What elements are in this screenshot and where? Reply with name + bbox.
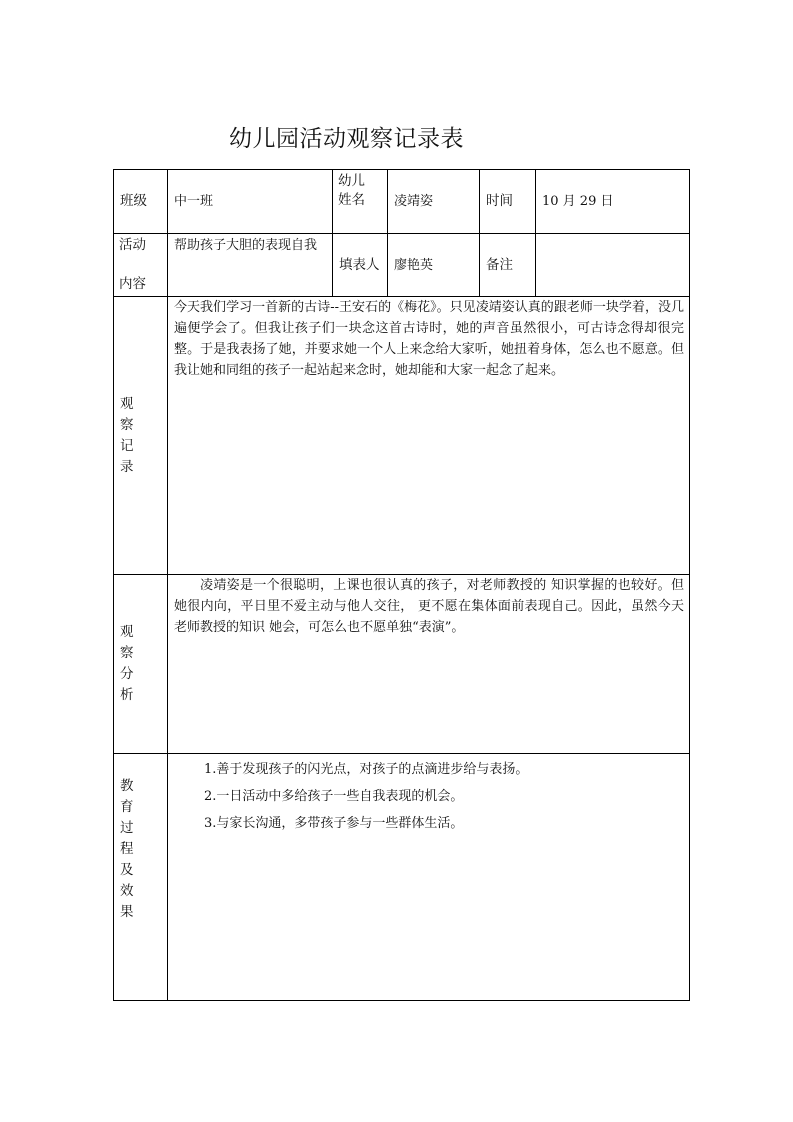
page-title: 幼儿园活动观察记录表 (229, 126, 464, 152)
observation-analysis-label (114, 575, 168, 754)
label-char: 观 (120, 395, 134, 412)
observation-analysis-text: 凌靖姿是一个很聪明，上课也很认真的孩子，对老师教授的 知识掌握的也较好。但她很内向，平日里不爱主动与他人交往， 更不愿在集体面前表现自己。因此，虽然今天老师教授的知识 她会，可怎么也不愿单独“表演”。 (168, 575, 690, 754)
label-char: 效 (120, 883, 134, 899)
education-process-list (168, 754, 690, 1001)
label-char: 录 (120, 458, 134, 475)
remark-label: 备注 (480, 234, 536, 297)
filler-label: 填表人 (333, 234, 388, 297)
remark-value (536, 234, 690, 297)
label-char: 育 (120, 799, 134, 815)
observation-analysis-row (114, 575, 690, 754)
info-row-1 (114, 170, 690, 234)
label-char: 程 (120, 841, 134, 857)
filler-value: 廖艳英 (388, 234, 480, 297)
label-char: 记 (120, 437, 134, 454)
child-name-value: 凌靖姿 (388, 170, 480, 234)
observation-record-label (114, 297, 168, 575)
list-item: 2.一日活动中多给孩子一些自我表现的机会。 (204, 789, 464, 804)
label-char: 观 (120, 624, 134, 640)
activity-label-line1: 活动 (119, 237, 146, 253)
observation-record-table (113, 169, 690, 1001)
info-row-2 (114, 234, 690, 297)
child-name-label-line2: 姓名 (338, 192, 365, 208)
activity-value: 帮助孩子大胆的表现自我 (168, 234, 333, 297)
time-label: 时间 (480, 170, 536, 234)
activity-label (114, 234, 168, 297)
observation-record-row (114, 297, 690, 575)
activity-label-line2: 内容 (119, 276, 146, 292)
child-name-label-line1: 幼儿 (338, 173, 365, 189)
education-process-label (114, 754, 168, 1001)
list-item: 1.善于发现孩子的闪光点，对孩子的点滴进步给与表扬。 (204, 762, 529, 777)
child-name-label (333, 170, 388, 234)
list-item: 3.与家长沟通，多带孩子参与一些群体生活。 (204, 816, 464, 831)
class-label: 班级 (114, 170, 168, 234)
label-char: 教 (120, 778, 134, 794)
education-process-row (114, 754, 690, 1001)
label-char: 及 (120, 862, 134, 878)
label-char: 析 (120, 687, 134, 703)
time-value: 10 月 29 日 (536, 170, 690, 234)
label-char: 分 (120, 666, 134, 682)
label-char: 果 (120, 904, 134, 920)
label-char: 察 (120, 416, 134, 433)
class-value: 中一班 (168, 170, 333, 234)
label-char: 过 (120, 820, 134, 836)
label-char: 察 (120, 645, 134, 661)
observation-record-text: 今天我们学习一首新的古诗--王安石的《梅花》。只见凌靖姿认真的跟老师一块学着，没几遍便学会了。但我让孩子们一块念这首古诗时，她的声音虽然很小，可古诗念得却很完整。于是我表扬了她，并要求她一个人上来念给大家听，她扭着身体，怎么也不愿意。但我让她和同组的孩子一起站起来念时，她却能和大家一起念了起来。 (168, 297, 690, 575)
